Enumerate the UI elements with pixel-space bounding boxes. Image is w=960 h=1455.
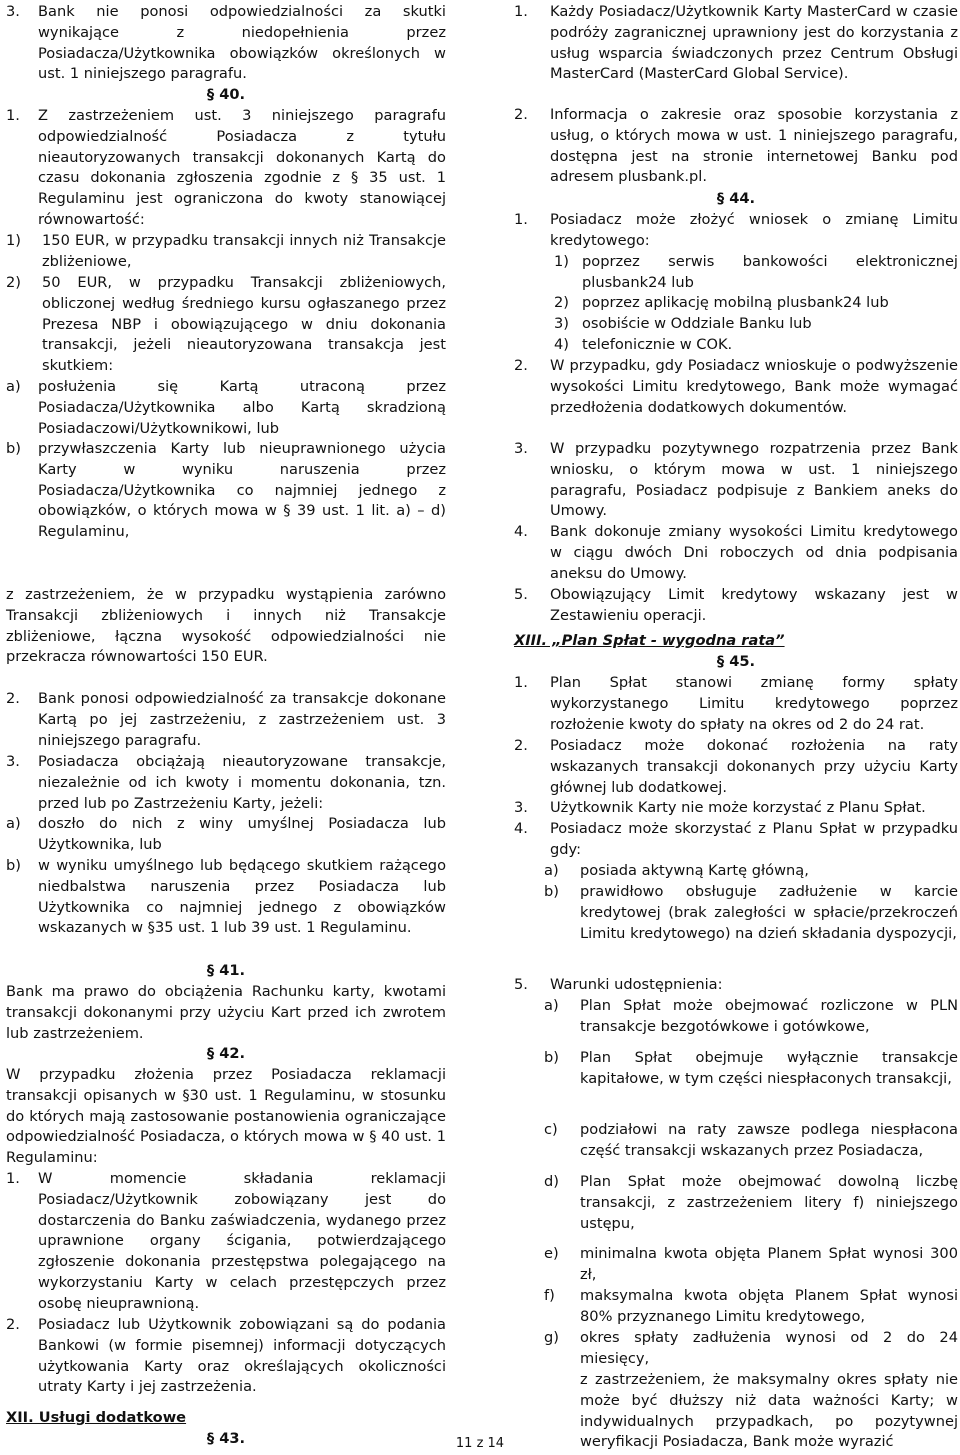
- section-44-heading: § 44.: [716, 190, 756, 207]
- clause-number: 2.: [6, 690, 20, 707]
- clause-number: 1.: [6, 107, 20, 124]
- clause-44-2: [514, 356, 958, 439]
- clause-40-1: [6, 106, 446, 231]
- clause-text: minimalna kwota objęta Planem Spłat wynosi 300 zł,: [580, 1245, 958, 1283]
- clause-43-2: [514, 105, 958, 189]
- clause-text: W przypadku, gdy Posiadacz wnioskuje o podwyższenie wysokości Limitu kredytowego, Bank może wymagać przedłożenia dodatkowych dokumentów.: [550, 357, 958, 416]
- clause-40-3-b: [6, 856, 446, 961]
- clause-number: 1.: [514, 211, 528, 228]
- clause-45-4: [514, 819, 958, 861]
- section-41-heading: § 41.: [206, 962, 246, 979]
- clause-40-2: [6, 689, 446, 752]
- clause-45-5-note: z zastrzeżeniem, że maksymalny okres spłaty nie może być dłuższy niż data ważności Karty; w indywidualnych przypadkach, po pozytywnej weryfikacji Posiadacza, Bank może wyrazić: [580, 1371, 958, 1451]
- clause-45-5-c: [544, 1120, 958, 1172]
- clause-number: 1.: [514, 3, 528, 20]
- clause-text: przywłaszczenia Karty lub nieuprawnionego użycia Karty w wyniku naruszenia przez Posiadacza/Użytkownika co najmniej jednego z obowiązków, o których mowa w § 39 ust. 1 lit. a) – d) Regulaminu,: [38, 440, 446, 541]
- clause-45-5-b: [544, 1048, 958, 1120]
- clause-45-5-d: [544, 1172, 958, 1244]
- clause-44-3: [514, 439, 958, 522]
- clause-45-5-a: [544, 996, 958, 1048]
- clause-number: 2.: [514, 737, 528, 754]
- clause-40-3-a: [6, 814, 446, 856]
- clause-number: d): [544, 1173, 559, 1190]
- clause-text: 150 EUR, w przypadku transakcji innych niż Transakcje zbliżeniowe,: [42, 232, 446, 270]
- clause-text: Posiadacz może złożyć wniosek o zmianę Limitu kredytowego:: [550, 211, 958, 249]
- clause-45-2: [514, 736, 958, 798]
- section-43-heading: § 43.: [206, 1430, 246, 1447]
- clause-number: 2.: [514, 357, 528, 374]
- clause-text: Bank ponosi odpowiedzialność za transakcje dokonane Kartą po jej zastrzeżeniu, z zastrzeżeniem ust. 3 niniejszego paragrafu.: [38, 690, 446, 749]
- clause-text: Każdy Posiadacz/Użytkownik Karty MasterCard w czasie podróży zagranicznej uprawniony jest do korzystania z usług wsparcia świadczonych przez Centrum Obsługi MasterCard (MasterCard Global Service).: [550, 3, 958, 83]
- clause-number: 1.: [6, 1170, 20, 1187]
- clause-text: Posiadacz może dokonać rozłożenia na raty wskazanych transakcji dokonanych przy użyciu Karty głównej lub dodatkowej.: [550, 737, 958, 796]
- clause-45-5-e: [544, 1244, 958, 1286]
- clause-44-1-4: [554, 335, 958, 356]
- clause-text: Plan Spłat może obejmować rozliczone w PLN transakcje bezgotówkowe i gotówkowe,: [580, 997, 958, 1035]
- clause-text: Użytkownik Karty nie może korzystać z Planu Spłat.: [550, 799, 926, 816]
- clause-text: posiada aktywną Kartę główną,: [580, 862, 809, 879]
- clause-text: Plan Spłat może obejmować dowolną liczbę transakcji, z zastrzeżeniem litery f) niniejszego ustępu,: [580, 1173, 958, 1232]
- clause-number: 2): [6, 274, 21, 291]
- clause-45-5-g: [544, 1328, 958, 1370]
- chapter-12-heading: XII. Usługi dodatkowe: [6, 1409, 187, 1426]
- clause-40-3: [6, 752, 446, 814]
- clause-number: e): [544, 1245, 559, 1262]
- section-45-heading: § 45.: [716, 653, 756, 670]
- clause-text: poprzez aplikację mobilną plusbank24 lub: [582, 294, 889, 311]
- clause-number: 4): [554, 336, 569, 353]
- clause-number: 1.: [514, 674, 528, 691]
- clause-text: podziałowi na raty zawsze podlega niespłacona część transakcji wskazanych przez Posiadacza,: [580, 1121, 958, 1159]
- clause-text: maksymalna kwota objęta Planem Spłat wynosi 80% przyznanego Limitu kredytowego,: [580, 1287, 958, 1325]
- clause-text: posłużenia się Kartą utraconą przez Posiadacza/Użytkownika albo Kartą skradzioną Posiadaczowi/Użytkownikowi, lub: [38, 378, 446, 437]
- clause-44-1-3: [554, 314, 958, 335]
- clause-39-3: [6, 2, 446, 85]
- clause-text: Posiadacza obciążają nieautoryzowane transakcje, niezależnie od ich kwoty i momentu dokonania, tzn. przed lub po Zastrzeżeniu Karty, jeżeli:: [38, 753, 446, 812]
- clause-44-1: [514, 210, 958, 252]
- clause-number: 2.: [514, 106, 528, 123]
- clause-number: 2.: [6, 1316, 20, 1333]
- clause-number: a): [544, 997, 559, 1014]
- clause-text: W przypadku pozytywnego rozpatrzenia przez Bank wniosku, o którym mowa w ust. 1 niniejszego paragrafu, Posiadacz podpisuje z Bankiem aneks do Umowy.: [550, 440, 958, 520]
- clause-40-1-note: z zastrzeżeniem, że w przypadku wystąpienia zarówno Transakcji zbliżeniowych i innych niż Transakcje zbliżeniowe, łączna wysokość odpowiedzialności nie przekracza równowartości 150 EUR.: [6, 586, 446, 666]
- clause-text: Bank dokonuje zmiany wysokości Limitu kredytowego w ciągu dwóch Dni roboczych od dnia podpisania aneksu do Umowy.: [550, 523, 958, 582]
- left-column: [6, 2, 446, 1450]
- clause-text: doszło do nich z winy umyślnej Posiadacza lub Użytkownika, lub: [38, 815, 446, 853]
- clause-number: f): [544, 1287, 555, 1304]
- section-40-heading: § 40.: [206, 86, 246, 103]
- clause-40-1-2: [6, 273, 446, 377]
- clause-number: 4.: [514, 523, 528, 540]
- clause-text: telefonicznie w COK.: [582, 336, 733, 353]
- clause-number: c): [544, 1121, 558, 1138]
- clause-number: g): [544, 1329, 559, 1346]
- section-42-heading: § 42.: [206, 1045, 246, 1062]
- clause-42-2: [6, 1315, 446, 1408]
- section-42-text: W przypadku złożenia przez Posiadacza reklamacji transakcji opisanych w §30 ust. 1 Regulaminu, w stosunku do których mają zastosowanie postanowienia ograniczające odpowiedzialność Posiadacza, o których mowa w § 40 ust. 1 Regulaminu:: [6, 1066, 446, 1167]
- clause-number: 3.: [6, 753, 20, 770]
- clause-number: 5.: [514, 586, 528, 603]
- clause-text: w wyniku umyślnego lub będącego skutkiem rażącego niedbalstwa naruszenia przez Posiadacza lub Użytkownika co najmniej jednego z obowiązków wskazanych w §35 ust. 1 lub 39 ust. 1 Regulaminu.: [38, 857, 446, 937]
- clause-44-1-1: [554, 252, 958, 293]
- clause-text: Posiadacz może skorzystać z Planu Spłat w przypadku gdy:: [550, 820, 958, 858]
- clause-number: 3.: [514, 440, 528, 457]
- clause-number: 1): [554, 253, 569, 270]
- clause-44-5: [514, 585, 958, 631]
- clause-45-5-f: [544, 1286, 958, 1328]
- clause-44-1-2: [554, 293, 958, 314]
- clause-number: a): [6, 815, 21, 832]
- page-number: 11 z 14: [455, 1436, 505, 1451]
- clause-number: b): [6, 440, 21, 457]
- clause-text: Posiadacz lub Użytkownik zobowiązani są do podania Bankowi (w formie pisemnej) informacji dotyczących użytkowania Karty oraz określających okoliczności utraty Karty i jej zastrzeżenia.: [38, 1316, 446, 1396]
- clause-43-1: [514, 2, 958, 105]
- clause-number: a): [544, 862, 559, 879]
- clause-text: poprzez serwis bankowości elektronicznej plusbank24 lub: [582, 253, 958, 291]
- clause-text: Obowiązujący Limit kredytowy wskazany jest w Zestawieniu operacji.: [550, 586, 958, 624]
- clause-45-5: [514, 975, 958, 996]
- clause-text: okres spłaty zadłużenia wynosi od 2 do 24 miesięcy,: [580, 1329, 958, 1367]
- clause-number: 5.: [514, 976, 528, 993]
- clause-number: 3.: [514, 799, 528, 816]
- clause-number: 2): [554, 294, 569, 311]
- clause-text: W momencie składania reklamacji Posiadacz/Użytkownik zobowiązany jest do dostarczenia do Banku zaświadczenia, wydanego przez uprawnione organy ścigania, potwierdzającego zgłoszenie dokonania przestępstwa polegającego na wykorzystaniu Karty w celach przestępczych przez osobę nieuprawnioną.: [38, 1170, 446, 1312]
- clause-number: 3.: [6, 3, 20, 20]
- clause-number: a): [6, 378, 21, 395]
- clause-45-4-b: [544, 882, 958, 975]
- right-column: [514, 2, 958, 1453]
- clause-number: b): [544, 883, 559, 900]
- clause-number: 4.: [514, 820, 528, 837]
- clause-text: Bank nie ponosi odpowiedzialności za skutki wynikające z niedopełnienia przez Posiadacza/Użytkownika obowiązków określonych w ust. 1 niniejszego paragrafu.: [38, 3, 446, 83]
- clause-45-3: [514, 798, 958, 819]
- clause-40-1-b: [6, 439, 446, 585]
- clause-text: Plan Spłat obejmuje wyłącznie transakcje kapitałowe, w tym części niespłaconych transakcji,: [580, 1049, 958, 1087]
- section-41-text: Bank ma prawo do obciążenia Rachunku karty, kwotami transakcji dokonanymi przy użyciu Kart przed ich zwrotem lub zastrzeżeniem.: [6, 983, 446, 1042]
- clause-text: osobiście w Oddziale Banku lub: [582, 315, 812, 332]
- chapter-13-heading: XIII. „Plan Spłat - wygodna rata”: [514, 632, 785, 649]
- clause-45-4-a: [544, 861, 958, 882]
- clause-45-1: [514, 673, 958, 736]
- clause-44-4: [514, 522, 958, 585]
- clause-number: 3): [554, 315, 569, 332]
- clause-40-1-1: [6, 231, 446, 273]
- clause-number: b): [6, 857, 21, 874]
- clause-number: 1): [6, 232, 21, 249]
- clause-text: Plan Spłat stanowi zmianę formy spłaty wykorzystanego Limitu kredytowego poprzez rozłożenie kwoty do spłaty na okres od 2 do 24 rat.: [550, 674, 958, 733]
- clause-text: 50 EUR, w przypadku Transakcji zbliżeniowych, obliczonej według średniego kursu ogłaszanego przez Prezesa NBP i obowiązującego w dniu dokonania transakcji, jeżeli nieautoryzowana transakcja jest skutkiem:: [42, 274, 446, 375]
- clause-text: Z zastrzeżeniem ust. 3 niniejszego paragrafu odpowiedzialność Posiadacza z tytułu nieautoryzowanych transakcji dokonanych Kartą do czasu dokonania zgłoszenia zgodnie z § 35 ust. 1 Regulaminu jest ograniczona do kwoty stanowiącej równowartość:: [38, 107, 446, 228]
- clause-text: prawidłowo obsługuje zadłużenie w karcie kredytowej (brak zaległości w spłacie/przekroczeń Limitu kredytowego) na dzień składania dyspozycji,: [580, 883, 958, 942]
- clause-number: b): [544, 1049, 559, 1066]
- clause-text: Warunki udostępnienia:: [550, 976, 723, 993]
- clause-42-1: [6, 1169, 446, 1315]
- clause-40-1-a: [6, 377, 446, 439]
- clause-text: Informacja o zakresie oraz sposobie korzystania z usług, o których mowa w ust. 1 niniejszego paragrafu, dostępna jest na stronie internetowej Banku pod adresem plusbank.pl.: [550, 106, 958, 186]
